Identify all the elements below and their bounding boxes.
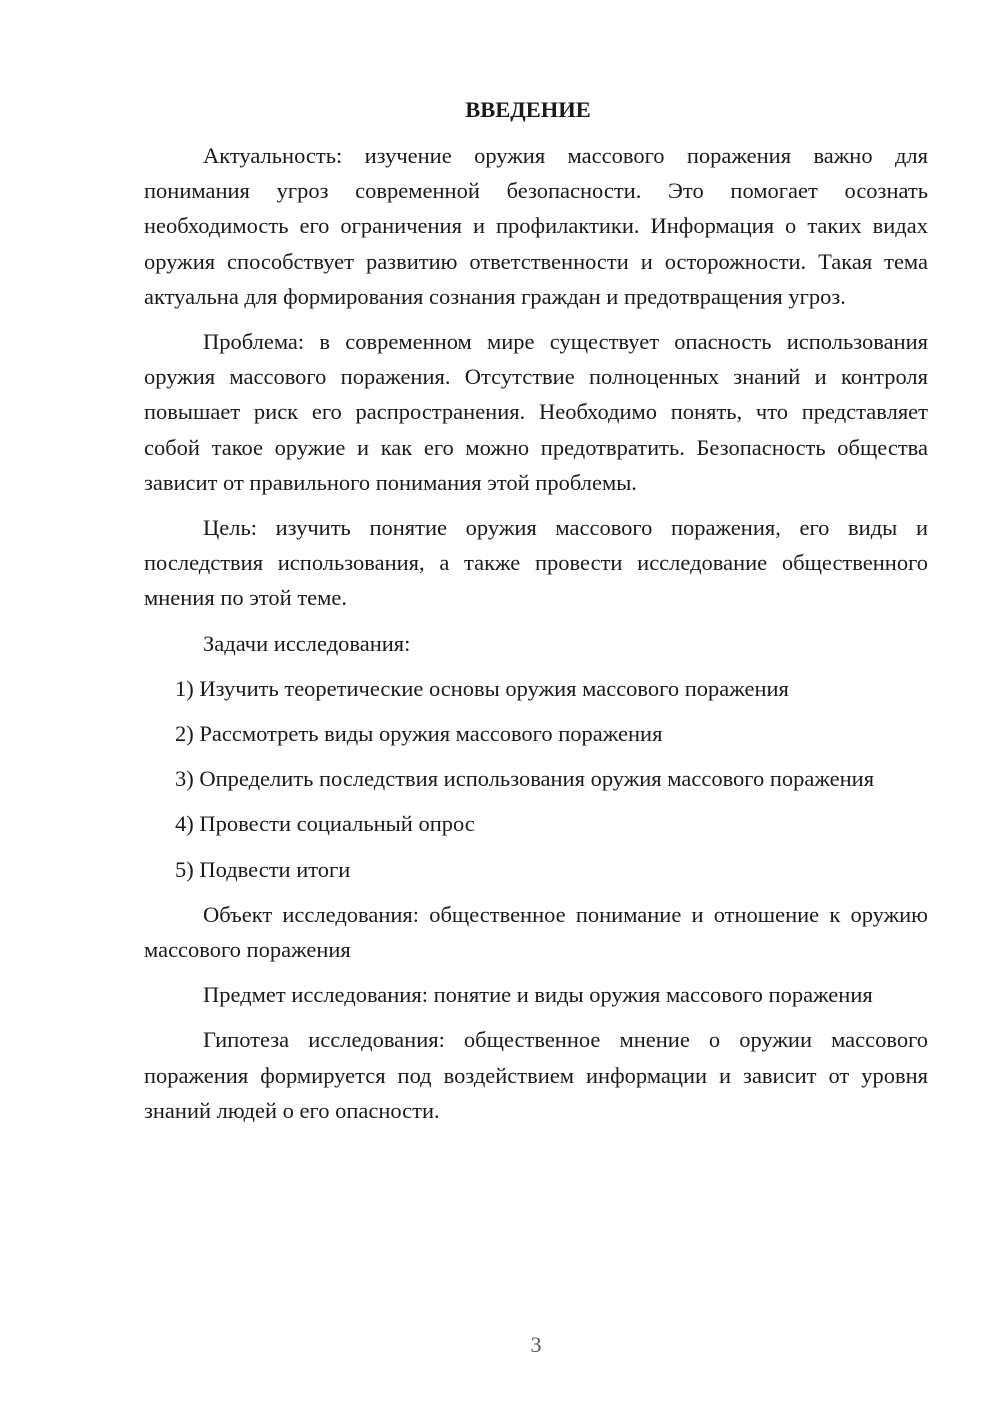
task-item-4: 4) Провести социальный опрос — [175, 811, 475, 837]
tasks-heading: Задачи исследования: — [203, 630, 411, 656]
hypothesis-paragraph: Гипотеза исследования: общественное мнение о оружии массового поражения формируется под воздействием информации и зависит от уровня знаний людей о его опасности. — [144, 1027, 928, 1123]
section-title: ВВЕДЕНИЕ — [465, 97, 591, 122]
task-item-3: 3) Определить последствия использования оружия массового поражения — [175, 766, 875, 792]
subject-paragraph: Предмет исследования: понятие и виды оружия массового поражения — [203, 982, 873, 1008]
task-item-2: 2) Рассмотреть виды оружия массового поражения — [175, 721, 663, 747]
tasks-list — [144, 671, 928, 887]
page-number: 3 — [530, 1332, 542, 1357]
document-body — [144, 92, 928, 1128]
relevance-paragraph: Актуальность: изучение оружия массового поражения важно для понимания угроз современной безопасности. Это помогает осознать необходимость его ограничения и профилактики. Информация о таких видах оружия способствует развитию ответственности и осторожности. Такая тема актуальна для формирования сознания граждан и предотвращения угроз. — [144, 143, 928, 309]
object-paragraph: Объект исследования: общественное понимание и отношение к оружию массового поражения — [144, 901, 928, 963]
problem-paragraph: Проблема: в современном мире существует опасность использования оружия массового поражения. Отсутствие полноценных знаний и контроля повышает риск его распространения. Необходимо понять, что представляет собой такое оружие и как его можно предотвратить. Безопасность общества зависит от правильного понимания этой проблемы. — [144, 329, 928, 495]
goal-paragraph: Цель: изучить понятие оружия массового поражения, его виды и последствия использования, а также провести исследование общественного мнения по этой теме. — [144, 515, 928, 611]
task-item-5: 5) Подвести итоги — [175, 856, 351, 882]
task-item-1: 1) Изучить теоретические основы оружия массового поражения — [175, 675, 789, 701]
